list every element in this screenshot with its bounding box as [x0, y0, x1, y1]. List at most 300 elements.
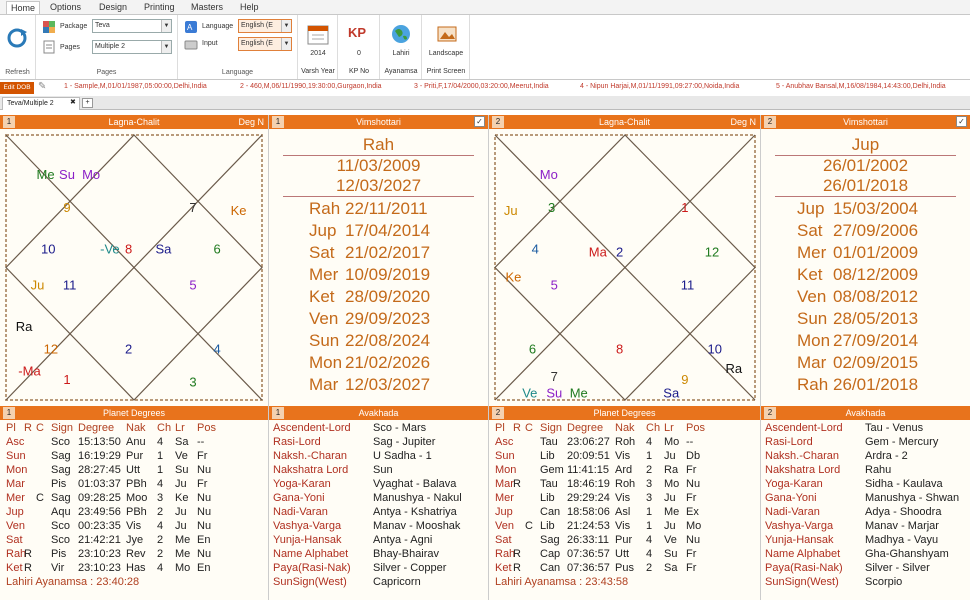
avakhada-value: Silver - Silver [865, 562, 930, 574]
cell: Ven [6, 520, 25, 532]
cell: Ju [175, 506, 187, 518]
cell: Moo [126, 492, 148, 504]
avakhada-row [269, 422, 488, 436]
cell: Fr [197, 450, 208, 462]
cell: Ard [615, 464, 633, 476]
chart-label: Su [59, 166, 75, 182]
kp-no-button[interactable] [338, 15, 380, 79]
chart-label: 6 [213, 241, 221, 257]
avakhada-value: Bhay-Bhairav [373, 548, 440, 560]
avakhada-row [269, 492, 488, 506]
antardasha-row[interactable] [309, 220, 488, 242]
cell: Sco [51, 520, 70, 532]
language-group-label: Language [221, 69, 254, 76]
mahadasha-planet: Rah [362, 135, 395, 154]
input-value: English (E [241, 40, 273, 47]
cell: Pl [6, 422, 16, 434]
dob-item[interactable]: 4 - Nipun Harjai,M,01/11/1991,09:27:00,Noida,India [580, 83, 740, 90]
panel-number: 2 [764, 407, 776, 419]
ribbon [0, 14, 970, 80]
avakhada-row [269, 464, 488, 478]
cell: Fr [686, 548, 697, 560]
cell: C [36, 492, 44, 504]
antardasha-planet: Mer [309, 265, 339, 284]
svg-text:A: A [187, 23, 193, 32]
avakhada-value: Scorpio [865, 576, 903, 588]
table-row [489, 534, 760, 548]
antardasha-row[interactable] [797, 286, 970, 308]
antardasha-date: 29/09/2023 [345, 309, 431, 328]
cell: 21:42:21 [78, 534, 121, 546]
chevron-down-icon: ▼ [161, 41, 171, 53]
chart-label: 2 [125, 341, 133, 357]
avakhada-key: Paya(Rasi-Nak) [273, 562, 351, 574]
avakhada-value: Tau - Venus [865, 422, 924, 434]
avakhada-key: SunSign(West) [765, 576, 839, 588]
cell: Sun [6, 450, 26, 462]
antardasha-row[interactable] [309, 330, 488, 352]
cell: Pl [495, 422, 505, 434]
avakhada-value: Manav - Mooshak [373, 520, 461, 532]
cell: 4 [646, 436, 653, 448]
antardasha-row[interactable] [797, 198, 970, 220]
antardasha-planet: Sat [797, 221, 823, 240]
planet-degrees-table [489, 420, 760, 600]
table-row [0, 562, 268, 576]
chart-label: 12 [43, 341, 59, 357]
cell: Fr [686, 492, 697, 504]
chart-label: 1 [63, 371, 71, 387]
cell: Sat [495, 534, 512, 546]
vimshottari-panel-2 [760, 115, 970, 406]
cell: Sag [51, 492, 71, 504]
antardasha-date: 26/01/2018 [833, 375, 919, 394]
antardasha-row[interactable] [797, 330, 970, 352]
chart-label: Me [569, 385, 588, 401]
kp-no-value: 0 [357, 50, 361, 57]
deg-label: Deg [730, 117, 747, 127]
cell: PBh [126, 478, 147, 490]
cell: Rah [495, 548, 516, 560]
package-icon [42, 20, 56, 34]
chart-label: 5 [189, 277, 197, 293]
antardasha-planet: Sun [309, 331, 340, 350]
panel-title: Vimshottari [356, 117, 401, 127]
cell: Nak [126, 422, 146, 434]
chart-label: 11 [62, 277, 77, 293]
cell: Sa [175, 436, 189, 448]
antardasha-row[interactable] [309, 264, 488, 286]
cell: Aqu [51, 506, 71, 518]
close-icon[interactable]: ✖ [70, 99, 76, 106]
cell: Sco [51, 436, 70, 448]
pencil-icon[interactable]: ✎ [38, 81, 47, 92]
chart-label: 4 [531, 241, 539, 257]
cell: 15:13:50 [78, 436, 121, 448]
lagna-chart-panel-2 [488, 115, 760, 406]
panel-number: 2 [764, 116, 776, 128]
cell: En [197, 562, 211, 574]
dob-item[interactable]: 3 - Priti,F,17/04/2000,03:20:00,Meerut,India [414, 83, 549, 90]
dob-item[interactable]: 5 - Anubhav Bansal,M,16/08/1984,14:43:00,Delhi,India [776, 83, 946, 90]
cell: -- [197, 436, 205, 448]
pages-label: Pages [60, 44, 80, 51]
cell: 4 [157, 520, 164, 532]
cell: Degree [567, 422, 604, 434]
table-row [0, 478, 268, 492]
avakhada-value: Antya - Kshatriya [373, 506, 457, 518]
n-label: N [749, 117, 756, 127]
table-row [489, 562, 760, 576]
antardasha-row[interactable] [309, 198, 488, 220]
cell: 1 [157, 450, 164, 462]
avakhada-key: Naksh.-Charan [765, 450, 839, 462]
cell: Mon [6, 464, 28, 476]
cell: 23:49:56 [78, 506, 121, 518]
avakhada-table [269, 420, 488, 600]
avakhada-key: Yoga-Karan [765, 478, 823, 490]
antardasha-date: 17/04/2014 [345, 221, 431, 240]
cell: Asc [495, 436, 514, 448]
lagna-chart-panel-1 [0, 115, 268, 406]
dob-item[interactable]: 2 - 460,M,06/11/1990,19:30:00,Gurgaon,India [240, 83, 382, 90]
antardasha-date: 22/08/2024 [345, 331, 431, 350]
cell: Lib [540, 492, 555, 504]
menu-design[interactable]: Design [99, 2, 128, 12]
planet-degrees-panel-1 [0, 406, 268, 600]
antardasha-planet: Mon [309, 353, 343, 372]
cell: Mo [664, 436, 680, 448]
antardasha-row[interactable] [797, 242, 970, 264]
cell: 07:36:57 [567, 562, 610, 574]
avakhada-key: Nadi-Varan [273, 506, 328, 518]
landscape-button[interactable] [422, 15, 470, 79]
chart-label: 9 [63, 200, 71, 216]
cell: Ju [664, 492, 676, 504]
cell: Ch [646, 422, 661, 434]
deg-toggle[interactable] [238, 115, 264, 129]
cell: Pis [51, 478, 67, 490]
panel-title: Avakhada [358, 408, 399, 418]
cell: Pos [197, 422, 216, 434]
cell: Sun [495, 450, 515, 462]
chevron-down-icon: ▼ [281, 20, 291, 32]
avakhada-value: Sidha - Kaulava [865, 478, 943, 490]
antardasha-date: 12/03/2027 [345, 375, 431, 394]
cell: Roh [615, 436, 636, 448]
table-row [0, 548, 268, 562]
planet-degrees-panel-2 [488, 406, 760, 600]
chevron-down-icon: ▼ [281, 38, 291, 50]
menu-masters[interactable]: Masters [191, 2, 224, 12]
cell: Pus [615, 562, 634, 574]
vimshottari-body [761, 129, 970, 406]
chart-label: 7 [550, 369, 558, 385]
cell: Mo [664, 478, 680, 490]
avakhada-value: Antya - Agni [373, 534, 433, 546]
antardasha-date: 28/09/2020 [345, 287, 431, 306]
cell: Me [664, 506, 680, 518]
avakhada-key: Nakshatra Lord [273, 464, 349, 476]
avakhada-key: SunSign(West) [273, 576, 347, 588]
antardasha-planet: Jup [309, 221, 337, 240]
cell: Db [686, 450, 701, 462]
avakhada-key: Yoga-Karan [273, 478, 331, 490]
cell: Mar [6, 478, 25, 490]
input-label: Input [202, 40, 218, 47]
table-row [489, 478, 760, 492]
north-indian-chart[interactable] [0, 129, 268, 406]
panel-number: 1 [272, 407, 284, 419]
vimshottari-panel-1 [268, 115, 488, 406]
panel-header [0, 406, 268, 420]
cell: 2 [646, 562, 653, 574]
package-select[interactable] [92, 19, 172, 33]
menu-help[interactable]: Help [240, 2, 259, 12]
antardasha-date: 01/01/2009 [833, 243, 919, 262]
antardasha-date: 27/09/2014 [833, 331, 919, 350]
cell: Asl [615, 506, 631, 518]
chart-label: 8 [125, 241, 133, 257]
cell: Fr [686, 562, 697, 574]
cell: 23:06:27 [567, 436, 610, 448]
antardasha-row[interactable] [309, 352, 488, 374]
avakhada-key: Yunja-Hansak [273, 534, 342, 546]
input-select[interactable] [238, 37, 292, 51]
cell: Me [175, 548, 191, 560]
cell: 2 [646, 464, 653, 476]
antardasha-planet: Rah [309, 199, 341, 218]
cell: Nu [197, 506, 212, 518]
cell: C [525, 422, 533, 434]
avakhada-key: Paya(Rasi-Nak) [765, 562, 843, 574]
antardasha-planet: Ven [797, 287, 827, 306]
north-indian-chart[interactable] [489, 129, 760, 406]
cell: Nu [197, 520, 212, 532]
chart-label: 4 [213, 341, 221, 357]
panel-title: Avakhada [845, 408, 886, 418]
antardasha-date: 08/12/2009 [833, 265, 919, 284]
cell: Lr [175, 422, 185, 434]
cell: Pos [686, 422, 705, 434]
cell: Su [664, 548, 678, 560]
avakhada-row [269, 478, 488, 492]
panel-title: Planet Degrees [593, 408, 656, 418]
menu-bar [0, 0, 970, 14]
menu-home[interactable]: Home [6, 1, 40, 14]
avakhada-row [269, 562, 488, 576]
ayanamsa-value: Lahiri Ayanamsa : 23:43:58 [495, 576, 629, 588]
cell: Nak [615, 422, 635, 434]
cell: 2 [157, 548, 164, 560]
panel-title: Lagna-Chalit [598, 117, 651, 127]
antardasha-date: 22/11/2011 [345, 199, 428, 218]
cell: 23:10:23 [78, 548, 121, 560]
planet-degrees-table [0, 420, 268, 600]
check-icon[interactable]: ✓ [956, 116, 967, 127]
table-header [0, 422, 268, 436]
pages-select[interactable] [92, 40, 172, 54]
menu-options[interactable]: Options [50, 2, 82, 12]
cell: 16:19:29 [78, 450, 121, 462]
antardasha-row[interactable] [309, 308, 488, 330]
avakhada-row [761, 576, 970, 590]
add-tab-button[interactable]: + [82, 98, 93, 108]
deg-toggle[interactable] [730, 115, 756, 129]
chart-label: 2 [615, 244, 624, 260]
avakhada-key: Yunja-Hansak [765, 534, 834, 546]
cell: Ve [175, 450, 188, 462]
refresh-group [0, 15, 36, 79]
antardasha-planet: Rah [797, 375, 829, 394]
cell: 11:41:15 [567, 464, 610, 476]
cell: 18:58:06 [567, 506, 610, 518]
avakhada-row [761, 422, 970, 436]
table-row [489, 464, 760, 478]
avakhada-key: Gana-Yoni [765, 492, 817, 504]
chart-label: Mo [82, 166, 101, 182]
antardasha-planet: Mer [797, 243, 827, 262]
antardasha-row[interactable] [309, 242, 488, 264]
cell: Pis [51, 548, 67, 560]
varsh-year-button[interactable] [298, 15, 338, 79]
panel-header [489, 115, 760, 129]
refresh-icon[interactable] [6, 27, 28, 49]
document-tab-bar [0, 96, 970, 110]
mahadasha-end: 26/01/2018 [822, 176, 909, 195]
chart-label: Su [546, 385, 563, 401]
cell: 29:29:24 [567, 492, 610, 504]
panel-number: 2 [492, 116, 504, 128]
cell: Vis [126, 520, 142, 532]
antardasha-row[interactable] [309, 286, 488, 308]
chart-label: Ke [230, 202, 247, 218]
chart-label: Ve [522, 385, 538, 401]
chart-label: 12 [704, 244, 720, 260]
cell: 01:03:37 [78, 478, 121, 490]
cell: Can [540, 506, 561, 518]
cell: PBh [126, 506, 147, 518]
check-icon[interactable]: ✓ [474, 116, 485, 127]
avakhada-value: Sag - Jupiter [373, 436, 436, 448]
cell: 26:33:11 [567, 534, 610, 546]
cell: Has [126, 562, 146, 574]
cell: Sat [6, 534, 23, 546]
avakhada-value: Manushya - Shwan [865, 492, 960, 504]
antardasha-row[interactable] [797, 264, 970, 286]
mahadasha-start: 26/01/2002 [822, 156, 909, 175]
antardasha-date: 28/05/2013 [833, 309, 919, 328]
language-select[interactable] [238, 19, 292, 33]
table-row [489, 450, 760, 464]
cell: C [36, 422, 44, 434]
cell: Jup [6, 506, 24, 518]
panel-header [0, 115, 268, 129]
cell: Mo [686, 520, 702, 532]
chevron-down-icon: ▼ [161, 20, 171, 32]
package-label: Package [60, 23, 88, 30]
cell: Ra [664, 464, 679, 476]
avakhada-row [761, 520, 970, 534]
cell: 07:36:57 [567, 548, 610, 560]
antardasha-row[interactable] [797, 352, 970, 374]
antardasha-planet: Ven [309, 309, 339, 328]
cell: Ch [157, 422, 172, 434]
panel-title: Lagna-Chalit [108, 117, 160, 127]
cell: 1 [646, 450, 653, 462]
cell: 4 [157, 562, 164, 574]
avakhada-row [269, 576, 488, 590]
table-row [0, 450, 268, 464]
edit-dob-button[interactable]: Edit DOB [0, 82, 34, 94]
table-row [489, 548, 760, 562]
cell: Roh [615, 478, 636, 490]
cell: Ex [686, 506, 699, 518]
pages-group-label: Pages [96, 69, 117, 76]
cell: Ju [664, 520, 676, 532]
chart-label: 1 [681, 200, 689, 216]
avakhada-row [761, 436, 970, 450]
cell: Anu [126, 436, 146, 448]
antardasha-row[interactable] [797, 374, 970, 396]
ayanamsa-button[interactable] [380, 15, 422, 79]
chart-label: 5 [550, 277, 558, 293]
antardasha-row[interactable] [797, 308, 970, 330]
cell: Su [175, 464, 189, 476]
antardasha-date: 21/02/2026 [345, 353, 431, 372]
cell: Nu [197, 492, 212, 504]
cell: Ven [495, 520, 514, 532]
cell: Ju [664, 450, 676, 462]
panel-header [489, 406, 760, 420]
kp-icon: KP [348, 25, 367, 40]
cell: Pur [615, 534, 633, 546]
panel-header [269, 115, 488, 129]
avakhada-row [761, 450, 970, 464]
cell: Utt [615, 548, 630, 560]
cell: 20:09:51 [567, 450, 610, 462]
cell: 09:28:25 [78, 492, 121, 504]
panel-header [761, 115, 970, 129]
antardasha-row[interactable] [797, 220, 970, 242]
cell: Can [540, 562, 561, 574]
tab-teva-multiple-2[interactable] [2, 97, 80, 110]
dob-item[interactable]: 1 - Sample,M,01/01/1987,05:00:00,Delhi,India [64, 83, 207, 90]
cell: R [513, 478, 521, 490]
cell: Nu [686, 478, 701, 490]
cell: Tau [540, 436, 558, 448]
chart-label: -Ve [100, 241, 120, 257]
chart-label: Sa [155, 241, 172, 257]
cell: Lib [540, 520, 555, 532]
chart-label: 11 [680, 277, 695, 293]
package-value: Teva [95, 22, 110, 29]
kp-no-label: KP No [348, 68, 370, 75]
cell: Lr [664, 422, 674, 434]
chart-label: Ju [503, 202, 518, 218]
chart-label: Ra [725, 360, 743, 376]
cell: Ket [495, 562, 512, 574]
avakhada-value: Gha-Ghanshyam [865, 548, 949, 560]
avakhada-value: Rahu [865, 464, 892, 476]
cell: Nu [686, 534, 701, 546]
cell: Degree [78, 422, 115, 434]
menu-printing[interactable]: Printing [144, 2, 175, 12]
table-row [489, 436, 760, 450]
cell: Lib [540, 450, 555, 462]
cell: Mer [6, 492, 25, 504]
antardasha-row[interactable] [309, 374, 488, 396]
